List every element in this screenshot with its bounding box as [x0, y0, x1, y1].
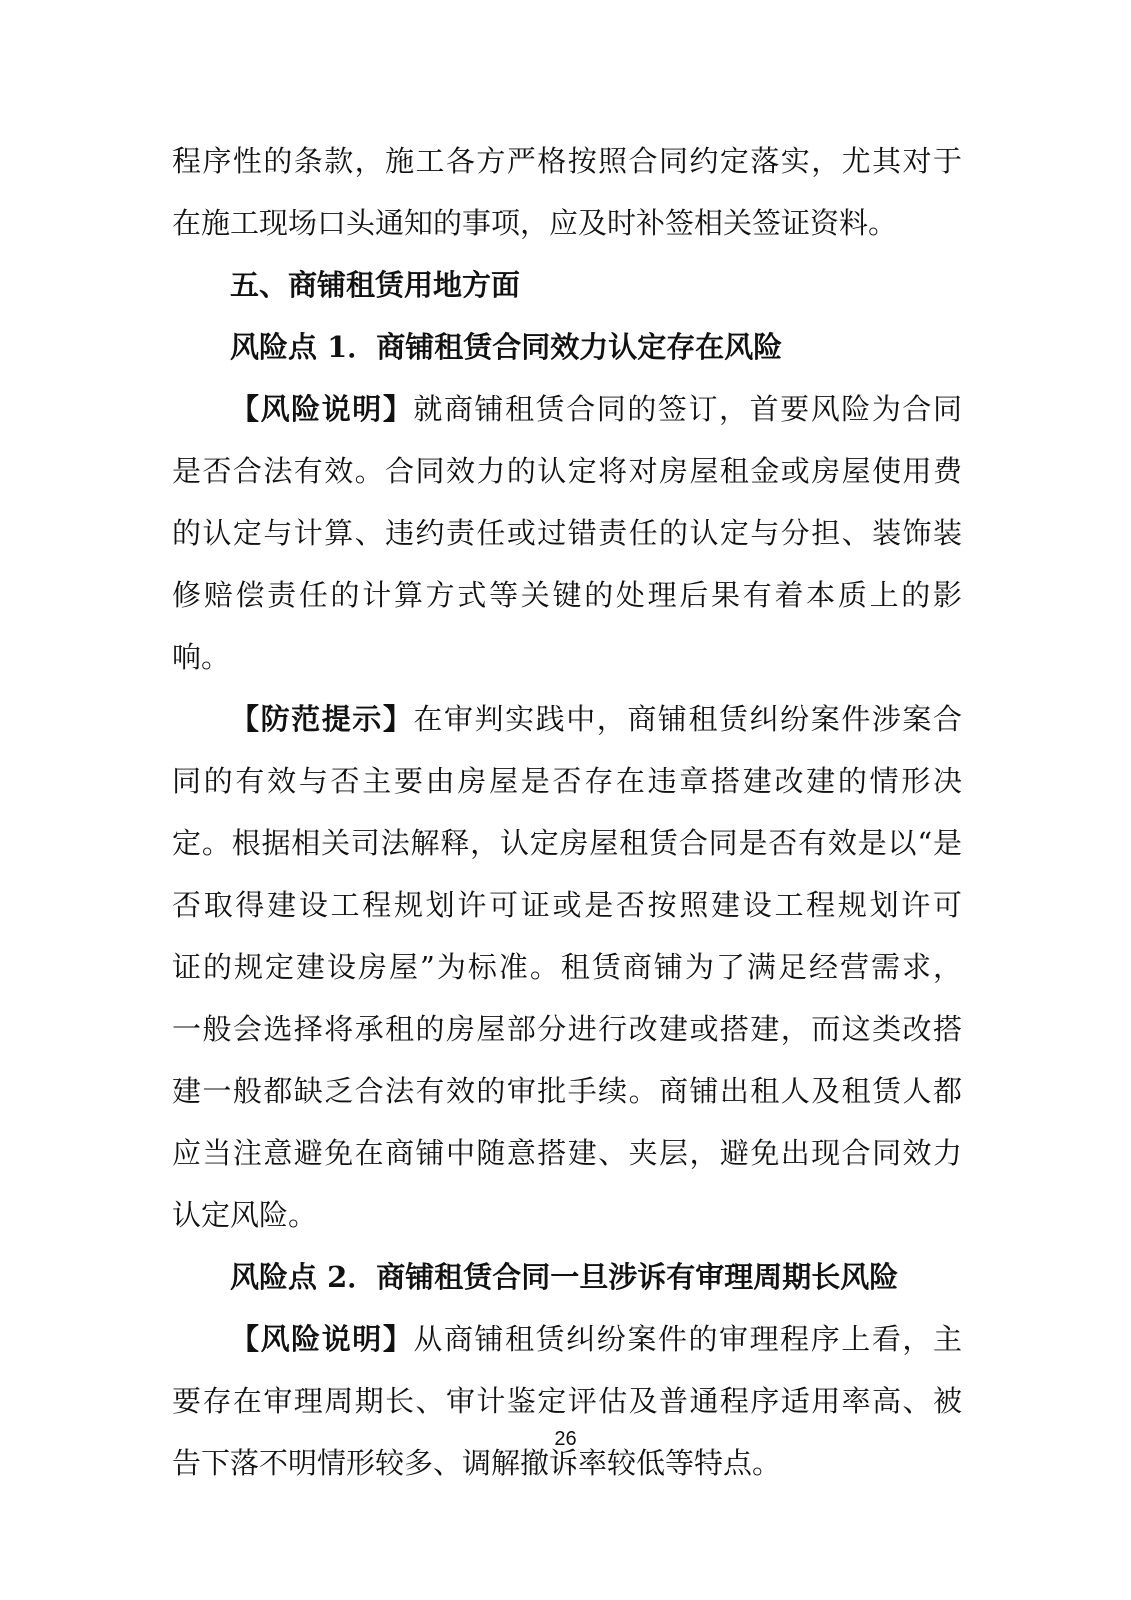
paragraph-line: 认定风险。: [172, 1198, 318, 1232]
paragraph-line: 要存在审理周期长、审计鉴定评估及普通程序适用率高、被: [172, 1384, 962, 1418]
paragraph-line: 响。: [172, 640, 231, 674]
paragraph-line: 证的规定建设房屋”为标准。租赁商铺为了满足经营需求，: [172, 950, 962, 984]
risk-1-tip-first-line: [172, 688, 962, 750]
paragraph-text: 就商铺租赁合同的签订，首要风险为合同: [413, 392, 962, 426]
paragraph-line: 的认定与计算、违约责任或过错责任的认定与分担、装饰装: [172, 516, 962, 550]
paragraph-line: 在施工现场口头通知的事项，应及时补签相关签证资料。: [172, 206, 898, 240]
risk-explanation-label: 【风险说明】: [230, 392, 414, 426]
paragraph-line: 否取得建设工程规划许可证或是否按照建设工程规划许可: [172, 888, 962, 922]
paragraph-line: 是否合法有效。合同效力的认定将对房屋租金或房屋使用费: [172, 454, 962, 488]
risk-2-explanation-first-line: [172, 1308, 962, 1370]
paragraph-text: 在审判实践中，商铺租赁纠纷案件涉案合: [413, 702, 962, 736]
risk-explanation-label: 【风险说明】: [230, 1322, 414, 1356]
paragraph-line: 同的有效与否主要由房屋是否存在违章搭建改建的情形决: [172, 764, 962, 798]
risk-point-2-title: 风险点 2．商铺租赁合同一旦涉诉有审理周期长风险: [230, 1260, 899, 1294]
prevention-tip-label: 【防范提示】: [230, 702, 414, 736]
paragraph-line: 建一般都缺乏合法有效的审批手续。商铺出租人及租赁人都: [172, 1074, 962, 1108]
risk-1-explanation-first-line: [172, 378, 962, 440]
paragraph-line: 一般会选择将承租的房屋部分进行改建或搭建，而这类改搭: [172, 1012, 962, 1046]
page-number: 26: [554, 1428, 577, 1450]
paragraph-line: 告下落不明情形较多、调解撤诉率较低等特点。: [172, 1446, 782, 1480]
paragraph-line: 定。根据相关司法解释，认定房屋租赁合同是否有效是以“是: [172, 826, 962, 860]
paragraph-line: 应当注意避免在商铺中随意搭建、夹层，避免出现合同效力: [172, 1136, 962, 1170]
risk-point-1-title: 风险点 1．商铺租赁合同效力认定存在风险: [230, 330, 783, 364]
document-body: [172, 130, 962, 1494]
section-heading: 五、商铺租赁用地方面: [230, 268, 521, 302]
paragraph-line: 程序性的条款，施工各方严格按照合同约定落实，尤其对于: [172, 144, 962, 178]
paragraph-text: 从商铺租赁纠纷案件的审理程序上看，主: [413, 1322, 962, 1356]
paragraph-line: 修赔偿责任的计算方式等关键的处理后果有着本质上的影: [172, 578, 962, 612]
